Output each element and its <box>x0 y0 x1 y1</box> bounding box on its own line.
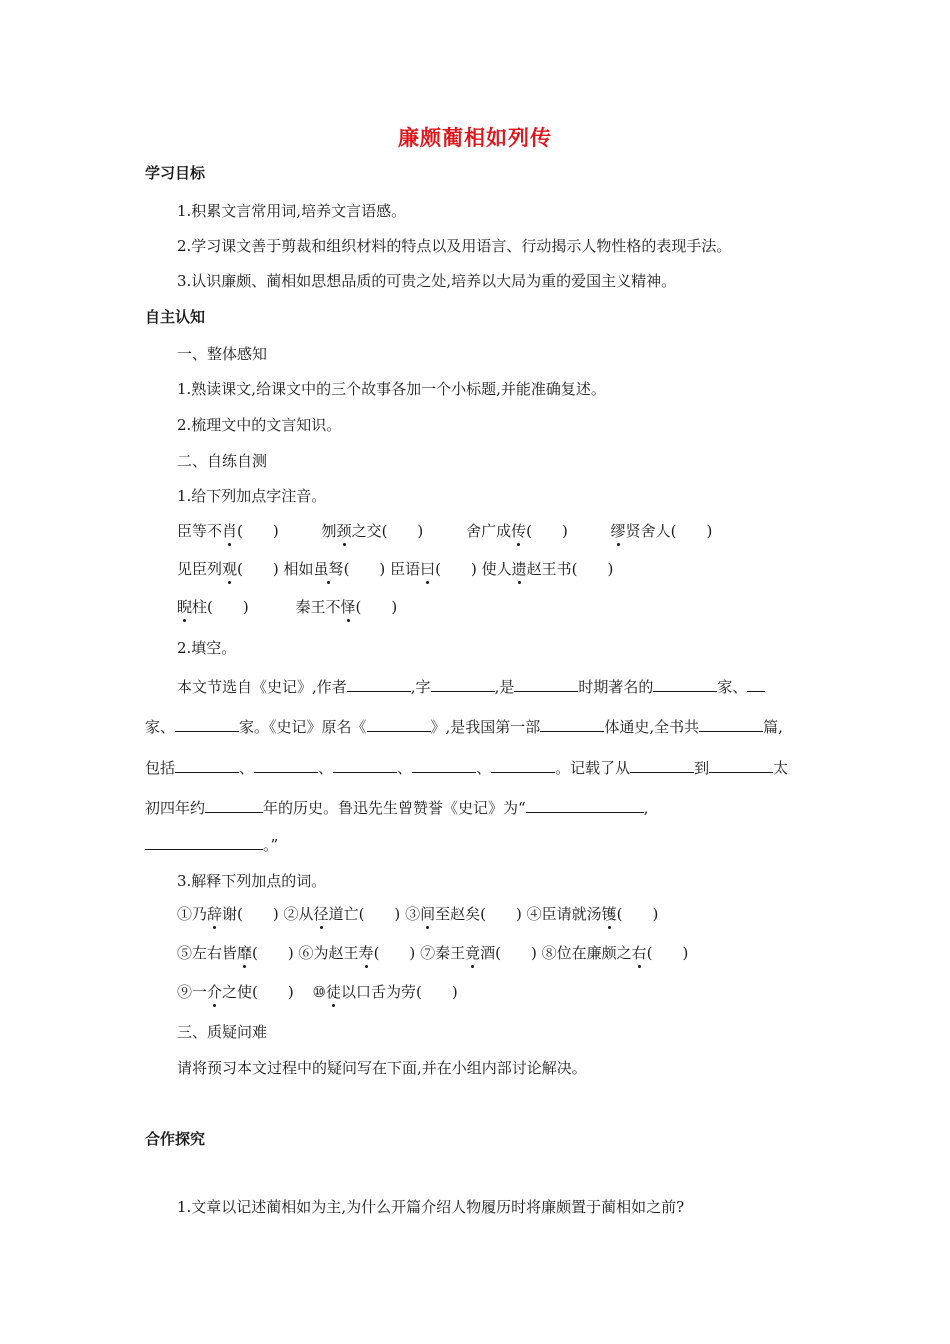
fill-line-3: 包括 、 、 、 、 。记载了从 到 太 <box>145 759 789 777</box>
answer-blank[interactable] <box>175 716 239 732</box>
answer-blank[interactable] <box>333 757 397 773</box>
answer-blank[interactable] <box>205 797 263 813</box>
answer-blank[interactable] <box>747 676 765 692</box>
answer-blank[interactable] <box>709 757 773 773</box>
fill-line-2: 家、 家。《史记》原名《 》,是我国第一部 体通史,全书共 篇, <box>145 718 783 736</box>
pinyin-row-2 <box>177 559 613 579</box>
coop-question-1: 1.文章以记述蔺相如为主,为什么开篇介绍人物履历时将廉颇置于蔺相如之前? <box>177 1198 685 1216</box>
pinyin-item: 刎颈之交( ) <box>321 522 424 540</box>
explain-item: ⑥为赵王寿( ) <box>298 944 416 962</box>
explain-item: ②从径道亡( ) <box>283 905 401 923</box>
answer-blank[interactable] <box>145 834 263 850</box>
answer-blank[interactable] <box>699 716 763 732</box>
explain-item: ③间至赵矣( ) <box>405 905 522 923</box>
answer-blank[interactable] <box>367 716 431 732</box>
subheading-practice: 二、自练自测 <box>177 452 268 470</box>
answer-blank[interactable] <box>526 797 644 813</box>
explain-row-3 <box>177 982 458 1002</box>
answer-blank[interactable] <box>653 676 717 692</box>
pinyin-row-3 <box>177 597 397 617</box>
pinyin-item: 秦王不怿( ) <box>295 598 398 616</box>
answer-blank[interactable] <box>540 716 604 732</box>
explain-item: ⑩徒以口舌为劳( ) <box>312 983 458 1001</box>
document-title: 廉颇蔺相如列传 <box>398 126 552 150</box>
questions-text: 请将预习本文过程中的疑问写在下面,并在小组内部讨论解决。 <box>177 1059 587 1077</box>
answer-blank[interactable] <box>347 676 411 692</box>
pinyin-item: 臣语曰( ) <box>390 560 477 578</box>
fill-line-1: 本文节选自《史记》,作者 ,字 ,是 时期著名的 家、 <box>177 676 765 697</box>
goal-item-2: 2.学习课文善于剪裁和组织材料的特点以及用语言、行动揭示人物性格的表现手法。 <box>177 237 732 255</box>
answer-blank[interactable] <box>491 757 555 773</box>
answer-blank[interactable] <box>175 757 239 773</box>
explain-item: ⑦秦王竟酒( ) <box>420 944 537 962</box>
explain-item: ④臣请就汤镬( ) <box>526 905 659 923</box>
overall-item-1: 1.熟读课文,给课文中的三个故事各加一个小标题,并能准确复述。 <box>177 380 606 398</box>
pinyin-item: 舍广成传( ) <box>466 522 568 540</box>
overall-item-2: 2.梳理文中的文言知识。 <box>177 416 342 434</box>
explain-row-1 <box>177 904 658 924</box>
answer-blank[interactable] <box>254 757 318 773</box>
explain-row-2 <box>177 943 688 963</box>
explain-item: ①乃辞谢( ) <box>177 905 279 923</box>
pinyin-item: 使人遗赵王书( ) <box>481 560 614 578</box>
section-heading-self: 自主认知 <box>145 308 206 326</box>
pinyin-item: 臣等不肖( ) <box>177 522 279 540</box>
pinyin-row-1 <box>177 521 712 541</box>
explain-item: ⑨一介之使( ) <box>177 983 294 1001</box>
subheading-questions: 三、质疑问难 <box>177 1023 268 1041</box>
explain-item: ⑧位在廉颇之右( ) <box>541 944 689 962</box>
goal-item-3: 3.认识廉颇、蔺相如思想品质的可贵之处,培养以大局为重的爱国主义精神。 <box>177 272 677 290</box>
pinyin-item: 见臣列观( ) <box>177 560 279 578</box>
fill-line-4: 初四年约 年的历史。鲁迅先生曾赞誉《史记》为“ , <box>145 799 649 817</box>
answer-blank[interactable] <box>431 676 495 692</box>
pinyin-item: 相如虽驽( ) <box>283 560 386 578</box>
pinyin-item: 睨柱( ) <box>177 598 249 616</box>
pinyin-item: 缪贤舍人( ) <box>610 522 713 540</box>
question-pinyin: 1.给下列加点字注音。 <box>177 487 327 505</box>
answer-blank[interactable] <box>630 757 694 773</box>
question-explain: 3.解释下列加点的词。 <box>177 872 327 890</box>
fill-line-5: 。” <box>145 834 278 855</box>
answer-blank[interactable] <box>514 676 578 692</box>
question-fill: 2.填空。 <box>177 639 237 657</box>
section-heading-goals: 学习目标 <box>145 164 206 182</box>
subheading-overall: 一、整体感知 <box>177 345 268 363</box>
explain-item: ⑤左右皆靡( ) <box>177 944 294 962</box>
goal-item-1: 1.积累文言常用词,培养文言语感。 <box>177 202 407 220</box>
section-heading-coop: 合作探究 <box>145 1130 206 1148</box>
answer-blank[interactable] <box>412 757 476 773</box>
